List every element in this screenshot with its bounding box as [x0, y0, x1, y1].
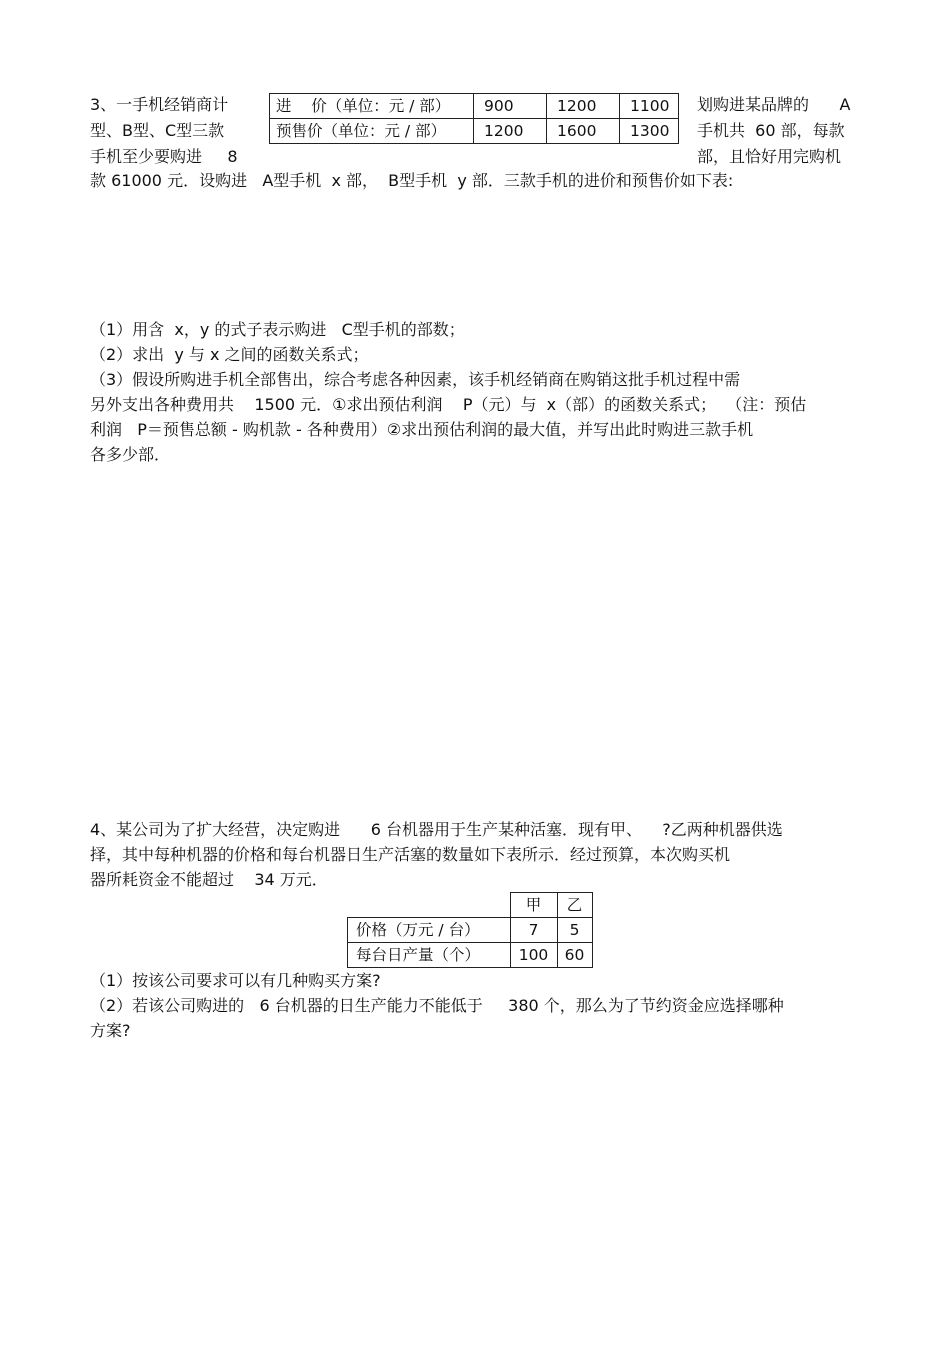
- q4-row-label-price: 价格（万元 / 台）: [348, 918, 511, 943]
- q3-line-4: 款 61000 元．设购进 A型手机 x 部， B型手机 y 部．三款手机的进价和预售价如下表:: [90, 171, 734, 190]
- table-corner-cell: [348, 893, 511, 918]
- table-cell: 60: [557, 943, 592, 968]
- table-cell: 1600: [547, 119, 620, 144]
- q3-subquestion-3-line-2: 另外支出各种费用共 1500 元．①求出预估利润 P（元）与 x（部）的函数关系式； （注：预估: [90, 395, 807, 414]
- q3-row-label-cost: 进 价（单位：元 / 部）: [270, 94, 474, 119]
- table-cell: 5: [557, 918, 592, 943]
- table-row: [348, 918, 593, 943]
- table-cell: 1100: [620, 94, 679, 119]
- q3-subquestion-3-line-3: 利润 P＝预售总额 - 购机款 - 各种费用）②求出预估利润的最大值，并写出此时购进三款手机: [90, 420, 754, 439]
- q4-line-3: 器所耗资金不能超过 34 万元．: [90, 870, 328, 889]
- q3-subquestion-2: （2）求出 y 与 x 之间的函数关系式；: [90, 345, 369, 364]
- q3-line-3-right: 部，且恰好用完购机: [697, 147, 842, 166]
- table-cell: 1300: [620, 119, 679, 144]
- table-row: [270, 94, 679, 119]
- table-header-jia: 甲: [510, 893, 557, 918]
- q3-line-1-right: 划购进某品牌的 A: [697, 95, 851, 114]
- table-row: [270, 119, 679, 144]
- q4-subquestion-2-line-1: （2）若该公司购进的 6 台机器的日生产能力不能低于 380 个，那么为了节约资金应选择哪种: [90, 996, 784, 1015]
- q3-line-2-left: 型、B型、C型三款: [90, 121, 225, 140]
- q3-subquestion-3-line-4: 各多少部．: [90, 445, 171, 464]
- q3-subquestion-3-line-1: （3）假设所购进手机全部售出，综合考虑各种因素，该手机经销商在购销这批手机过程中需: [90, 370, 741, 389]
- table-cell: 7: [510, 918, 557, 943]
- q4-machine-table: [347, 892, 593, 968]
- table-cell: 1200: [474, 119, 547, 144]
- table-header-yi: 乙: [557, 893, 592, 918]
- q4-line-1: 4、某公司为了扩大经营，决定购进 6 台机器用于生产某种活塞．现有甲、 ?乙两种机器供选: [90, 820, 783, 839]
- q3-line-1-left: 3、一手机经销商计: [90, 95, 229, 114]
- q4-subquestion-1: （1）按该公司要求可以有几种购买方案?: [90, 971, 381, 990]
- q4-subquestion-2-line-2: 方案?: [90, 1021, 131, 1040]
- q4-row-label-output: 每台日产量（个）: [348, 943, 511, 968]
- table-cell: 100: [510, 943, 557, 968]
- table-row: [348, 893, 593, 918]
- q4-line-2: 择，其中每种机器的价格和每台机器日生产活塞的数量如下表所示．经过预算，本次购买机: [90, 845, 731, 864]
- q3-subquestion-1: （1）用含 x，y 的式子表示购进 C型手机的部数；: [90, 320, 465, 339]
- q3-price-table: [269, 93, 679, 144]
- table-row: [348, 943, 593, 968]
- table-cell: 900: [474, 94, 547, 119]
- q3-line-2-right: 手机共 60 部，每款: [697, 121, 845, 140]
- table-cell: 1200: [547, 94, 620, 119]
- q3-row-label-presale: 预售价（单位：元 / 部）: [270, 119, 474, 144]
- q3-line-3-left: 手机至少要购进 8: [90, 147, 238, 166]
